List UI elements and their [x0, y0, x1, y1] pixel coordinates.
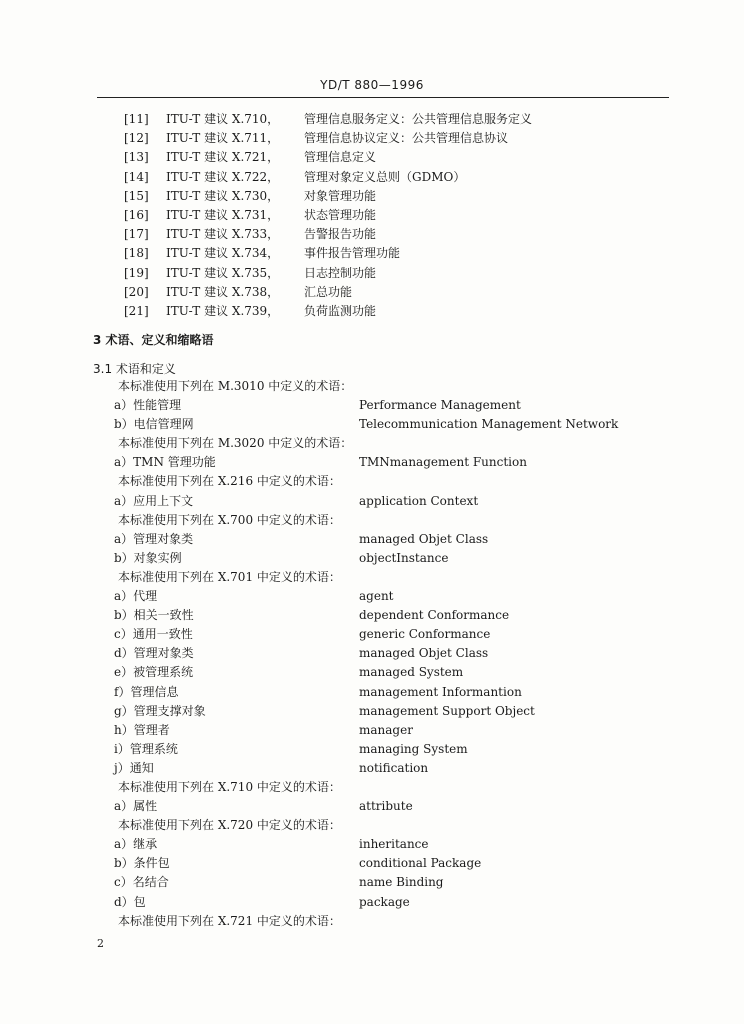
reference-title: 管理信息协议定义：公共管理信息协议 — [304, 131, 509, 146]
term-source-intro — [0, 778, 744, 797]
reference-item — [0, 244, 744, 263]
term-english: managed System — [359, 665, 464, 680]
reference-item — [0, 302, 744, 321]
term-english: notification — [359, 760, 429, 775]
term-item — [0, 854, 744, 873]
term-chinese: h）管理者 — [114, 722, 170, 737]
term-chinese: b）相关一致性 — [114, 608, 194, 623]
reference-item — [0, 187, 744, 206]
subsection-title: 3.1 术语和定义 — [93, 362, 176, 376]
term-item — [0, 835, 744, 854]
term-chinese: e）被管理系统 — [114, 665, 194, 680]
reference-standard: ITU-T 建议 X.735， — [166, 265, 280, 280]
reference-standard: ITU-T 建议 X.738， — [166, 284, 280, 299]
reference-title: 管理信息服务定义：公共管理信息服务定义 — [304, 112, 533, 126]
header-rule — [97, 97, 669, 98]
term-english: package — [359, 894, 410, 909]
reference-list — [0, 110, 744, 321]
term-english: management Informantion — [359, 684, 522, 699]
term-source-intro — [0, 472, 744, 491]
reference-title: 管理信息定义 — [304, 150, 377, 165]
term-item — [0, 663, 744, 682]
term-chinese: d）管理对象类 — [114, 646, 194, 661]
term-chinese: j）通知 — [114, 760, 154, 775]
reference-standard: ITU-T 建议 X.721， — [166, 150, 280, 165]
reference-number: [20] — [124, 284, 149, 299]
term-item — [0, 759, 744, 778]
reference-title: 告警报告功能 — [304, 227, 377, 242]
reference-standard: ITU-T 建议 X.739， — [166, 303, 280, 318]
term-item — [0, 530, 744, 549]
reference-standard: ITU-T 建议 X.731， — [166, 207, 280, 222]
term-item — [0, 549, 744, 568]
term-english: inheritance — [359, 837, 429, 852]
term-english: Telecommunication Management Network — [359, 417, 619, 432]
reference-title: 事件报告管理功能 — [304, 246, 401, 261]
term-english: generic Conformance — [359, 627, 491, 642]
reference-standard: ITU-T 建议 X.734， — [166, 246, 280, 261]
term-chinese: a）继承 — [114, 837, 158, 852]
term-item — [0, 721, 744, 740]
reference-title: 负荷监测功能 — [304, 303, 377, 318]
intro-text: 本标准使用下列在 X.710 中定义的术语： — [118, 779, 341, 794]
reference-item — [0, 129, 744, 148]
reference-number: [16] — [124, 207, 149, 222]
term-source-intro — [0, 434, 744, 453]
term-item — [0, 797, 744, 816]
term-chinese: a）性能管理 — [114, 398, 182, 413]
term-english: conditional Package — [359, 856, 482, 871]
section-title: 3 术语、定义和缩略语 — [93, 333, 214, 347]
reference-standard: ITU-T 建议 X.710， — [166, 112, 280, 126]
term-english: agent — [359, 589, 394, 604]
reference-item — [0, 225, 744, 244]
reference-number: [17] — [124, 227, 149, 242]
intro-text: 本标准使用下列在 X.721 中定义的术语： — [118, 913, 341, 928]
reference-title: 汇总功能 — [304, 284, 353, 299]
term-english: TMNmanagement Function — [359, 455, 527, 470]
reference-title: 管理对象定义总则（GDMO） — [304, 169, 466, 184]
reference-standard: ITU-T 建议 X.730， — [166, 188, 280, 203]
reference-number: [15] — [124, 188, 149, 203]
intro-text: 本标准使用下列在 X.720 中定义的术语： — [118, 818, 341, 833]
term-chinese: a）应用上下文 — [114, 493, 194, 508]
intro-text: 本标准使用下列在 X.701 中定义的术语： — [118, 569, 341, 584]
term-english: attribute — [359, 799, 413, 814]
term-chinese: f）管理信息 — [114, 684, 179, 699]
term-item — [0, 740, 744, 759]
term-source-intro — [0, 568, 744, 587]
term-english: managed Objet Class — [359, 646, 489, 661]
reference-standard: ITU-T 建议 X.711， — [166, 131, 280, 146]
term-source-intro — [0, 377, 744, 396]
reference-item — [0, 264, 744, 283]
term-item — [0, 702, 744, 721]
term-item — [0, 606, 744, 625]
reference-number: [19] — [124, 265, 149, 280]
intro-text: 本标准使用下列在 M.3010 中定义的术语： — [118, 379, 353, 393]
term-source-intro — [0, 816, 744, 835]
term-english: dependent Conformance — [359, 608, 510, 623]
term-chinese: b）对象实例 — [114, 550, 182, 565]
term-chinese: c）名结合 — [114, 875, 169, 890]
reference-item — [0, 283, 744, 302]
term-chinese: a）TMN 管理功能 — [114, 455, 216, 470]
reference-number: [11] — [124, 112, 149, 126]
term-english: Performance Management — [359, 398, 521, 413]
reference-number: [13] — [124, 150, 149, 165]
term-chinese: c）通用一致性 — [114, 627, 193, 642]
term-item — [0, 492, 744, 511]
reference-number: [18] — [124, 246, 149, 261]
reference-title: 对象管理功能 — [304, 188, 377, 203]
term-item — [0, 683, 744, 702]
term-chinese: b）条件包 — [114, 856, 170, 871]
reference-standard: ITU-T 建议 X.722， — [166, 169, 280, 184]
term-english: objectInstance — [359, 550, 449, 565]
term-item — [0, 453, 744, 472]
term-chinese: a）代理 — [114, 589, 158, 604]
term-chinese: a）管理对象类 — [114, 531, 194, 546]
reference-item — [0, 168, 744, 187]
term-chinese: d）包 — [114, 894, 146, 909]
intro-text: 本标准使用下列在 X.216 中定义的术语： — [118, 474, 341, 489]
term-item — [0, 625, 744, 644]
term-english: application Context — [359, 493, 479, 508]
reference-title: 状态管理功能 — [304, 207, 377, 222]
reference-item — [0, 148, 744, 167]
term-item — [0, 893, 744, 912]
reference-standard: ITU-T 建议 X.733， — [166, 227, 280, 242]
term-english: managed Objet Class — [359, 531, 489, 546]
reference-item — [0, 110, 744, 129]
reference-number: [14] — [124, 169, 149, 184]
term-chinese: a）属性 — [114, 799, 158, 814]
term-item — [0, 396, 744, 415]
reference-title: 日志控制功能 — [304, 265, 377, 280]
term-english: manager — [359, 722, 413, 737]
reference-item — [0, 206, 744, 225]
terms-list — [0, 377, 744, 931]
term-english: management Support Object — [359, 703, 535, 718]
term-item — [0, 873, 744, 892]
term-chinese: g）管理支撑对象 — [114, 703, 206, 718]
term-item — [0, 644, 744, 663]
term-chinese: b）电信管理网 — [114, 417, 194, 432]
term-item — [0, 415, 744, 434]
page-number: 2 — [97, 937, 104, 950]
reference-number: [21] — [124, 303, 149, 318]
term-english: name Binding — [359, 875, 444, 890]
intro-text: 本标准使用下列在 X.700 中定义的术语： — [118, 512, 341, 527]
term-english: managing System — [359, 741, 468, 756]
term-source-intro — [0, 511, 744, 530]
reference-number: [12] — [124, 131, 149, 146]
term-item — [0, 587, 744, 606]
intro-text: 本标准使用下列在 M.3020 中定义的术语： — [118, 436, 353, 451]
standard-code-header: YD/T 880—1996 — [320, 78, 424, 92]
term-chinese: i）管理系统 — [114, 741, 178, 756]
term-source-intro — [0, 912, 744, 931]
